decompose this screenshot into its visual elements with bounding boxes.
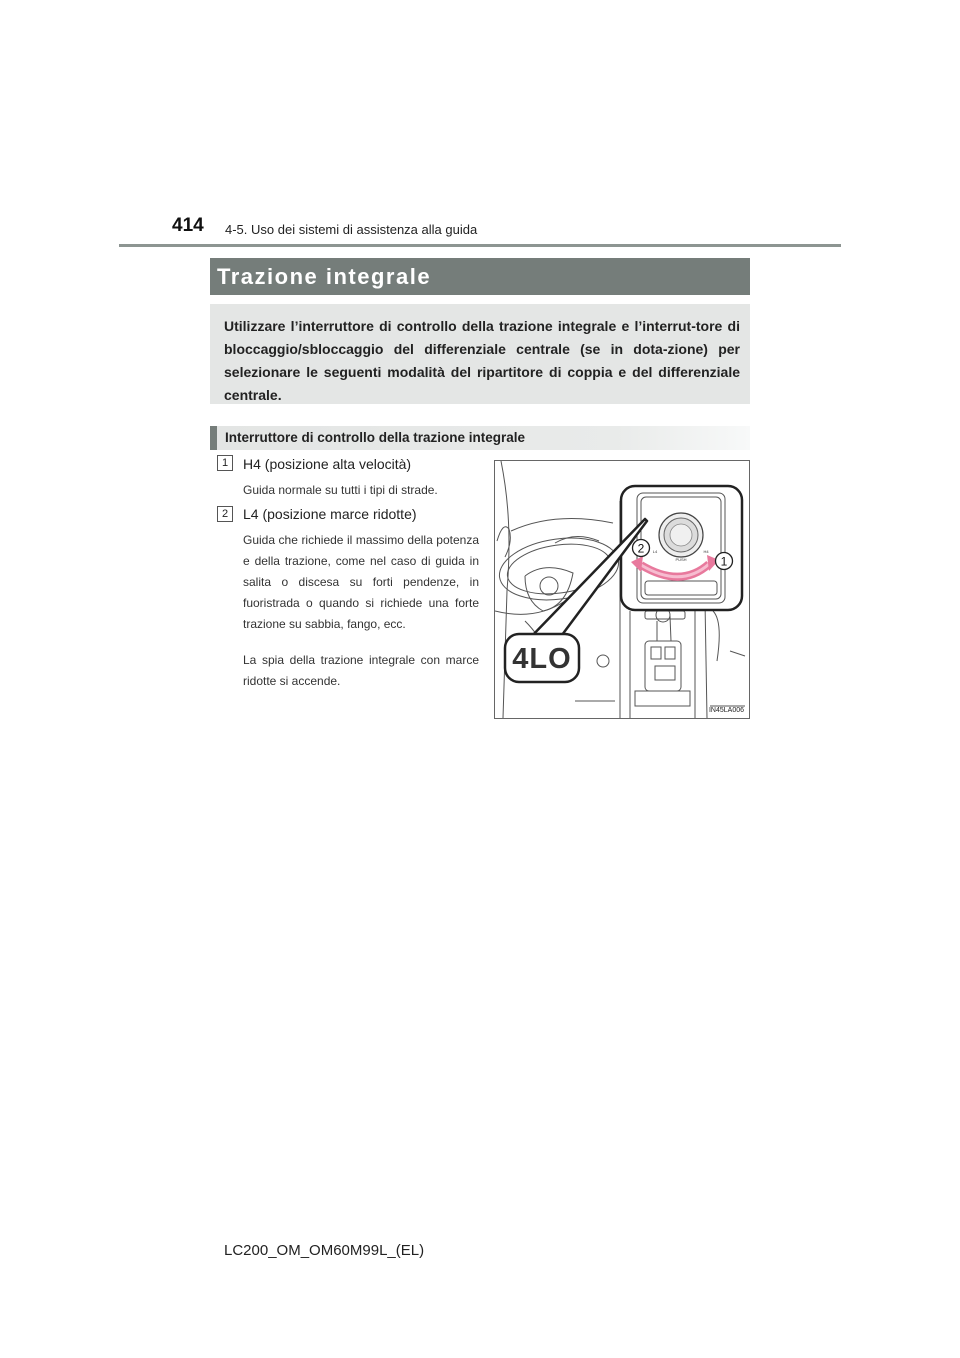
footer-document-code: LC200_OM_OM60M99L_(EL)	[224, 1242, 425, 1259]
dial-push-label: PUSH	[675, 557, 687, 562]
item-label-l4: L4 (posizione marce ridotte)	[243, 506, 417, 522]
header-rule	[119, 244, 841, 247]
dial-left-mark: L4	[652, 549, 658, 554]
figure-marker-2: 2	[637, 541, 645, 556]
figure-marker-1: 1	[720, 554, 728, 569]
item-label-h4: H4 (posizione alta velocità)	[243, 456, 412, 472]
item-description-l4-indicator: La spia della trazione integrale con marce ridotte si accende.	[243, 653, 479, 688]
dial-right-mark: H4	[703, 549, 709, 554]
section-title: 4-5. Uso dei sistemi di assistenza alla guida	[225, 222, 478, 237]
page-number: 414	[172, 215, 204, 236]
4lo-label: 4LO	[512, 643, 572, 675]
figure-4wd-control-switch	[494, 460, 750, 719]
intro-box: Utilizzare l’interruttore di controllo della trazione integrale e l’interrut-tore di bloccaggio/sbloccaggio del differenziale centrale (se in dota-zione) per selezionare le seguenti modalità del ripartitore di coppia e del differenziale centrale.	[210, 304, 750, 404]
item-description-h4: Guida normale su tutti i tipi di strade.	[243, 483, 438, 497]
page-title: Trazione integrale	[210, 258, 750, 295]
dashboard-illustration	[495, 461, 749, 718]
sub-heading: Interruttore di controllo della trazione integrale	[210, 426, 750, 450]
item-number-2: 2	[217, 506, 233, 522]
figure-code: IN45LA006	[708, 707, 744, 714]
item-description-l4: Guida che richiede il massimo della potenza e della trazione, come nel caso di guida in salita o discesa su forti pendenze, in fuoristrada o quando si richiede una forte trazione su sabbia, fango, ecc.	[243, 533, 479, 631]
item-number-1: 1	[217, 455, 233, 471]
